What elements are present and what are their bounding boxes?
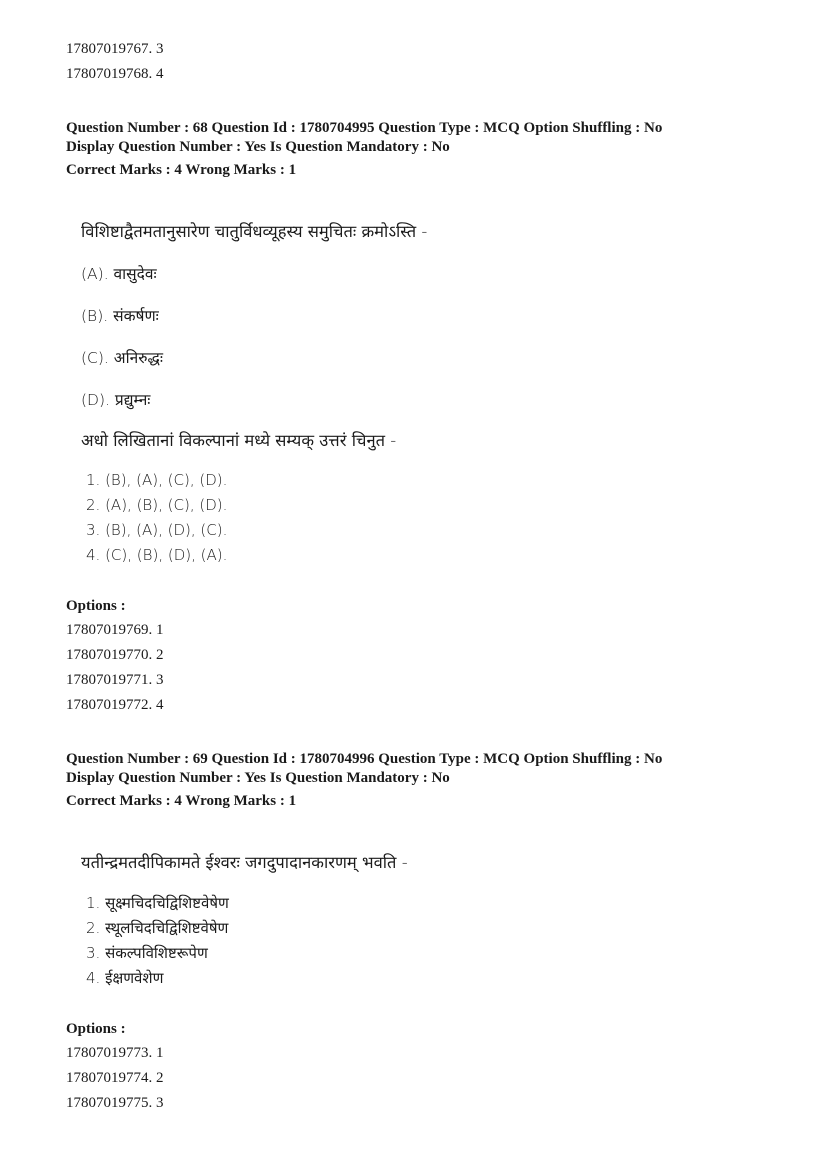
question-69-meta-line3: Correct Marks : 4 Wrong Marks : 1 — [66, 793, 297, 809]
option-id-line: 17807019770. 2 — [66, 647, 164, 663]
question-68-answer-1: 1. (B), (A), (C), (D). — [86, 471, 228, 489]
option-id-line: 17807019768. 4 — [66, 66, 164, 82]
question-68-text: विशिष्टाद्वैतमतानुसारेण चातुर्विधव्यूहस्य समुचितः क्रमोऽस्ति - — [81, 222, 428, 241]
question-69-answer-4: 4. ईक्षणवेशेण — [86, 969, 164, 987]
question-69-text: यतीन्द्रमतदीपिकामते ईश्वरः जगदुपादानकारणम् भवति - — [81, 853, 408, 872]
question-69-options-label: Options : — [66, 1021, 126, 1037]
question-68-meta-line3: Correct Marks : 4 Wrong Marks : 1 — [66, 162, 297, 178]
option-id-line: 17807019769. 1 — [66, 622, 164, 638]
question-68-item-a: (A). वासुदेवः — [81, 265, 157, 283]
question-68-meta — [66, 119, 766, 180]
option-id-line: 17807019775. 3 — [66, 1095, 164, 1111]
option-id-line: 17807019771. 3 — [66, 672, 164, 688]
option-id-line: 17807019773. 1 — [66, 1045, 164, 1061]
question-69-meta-line1: Question Number : 69 Question Id : 1780704996 Question Type : MCQ Option Shuffling : No — [66, 751, 663, 767]
question-68-item-b: (B). संकर्षणः — [81, 307, 159, 325]
option-id-line: 17807019774. 2 — [66, 1070, 164, 1086]
question-69-answer-2: 2. स्थूलचिदचिद्विशिष्टवेषेण — [86, 919, 229, 937]
question-68-item-c: (C). अनिरुद्धः — [81, 349, 164, 367]
question-68-answer-2: 2. (A), (B), (C), (D). — [86, 496, 228, 514]
question-69-meta-line2: Display Question Number : Yes Is Question Mandatory : No — [66, 770, 450, 786]
question-68-options-label: Options : — [66, 598, 126, 614]
question-69-meta — [66, 750, 766, 811]
question-68-meta-line2: Display Question Number : Yes Is Question Mandatory : No — [66, 139, 450, 155]
question-68-answer-3: 3. (B), (A), (D), (C). — [86, 521, 228, 539]
question-68-answer-4: 4. (C), (B), (D), (A). — [86, 546, 228, 564]
question-68-meta-line1: Question Number : 68 Question Id : 1780704995 Question Type : MCQ Option Shuffling : No — [66, 120, 663, 136]
question-69-answer-1: 1. सूक्ष्मचिदचिद्विशिष्टवेषेण — [86, 894, 229, 912]
option-id-line: 17807019772. 4 — [66, 697, 164, 713]
question-68-instruction: अधो लिखितानां विकल्पानां मध्ये सम्यक् उत्तरं चिनुत - — [81, 431, 397, 450]
option-id-line: 17807019767. 3 — [66, 41, 164, 57]
question-69-answer-3: 3. संकल्पविशिष्टरूपेण — [86, 944, 208, 962]
question-68-item-d: (D). प्रद्युम्नः — [81, 391, 151, 409]
